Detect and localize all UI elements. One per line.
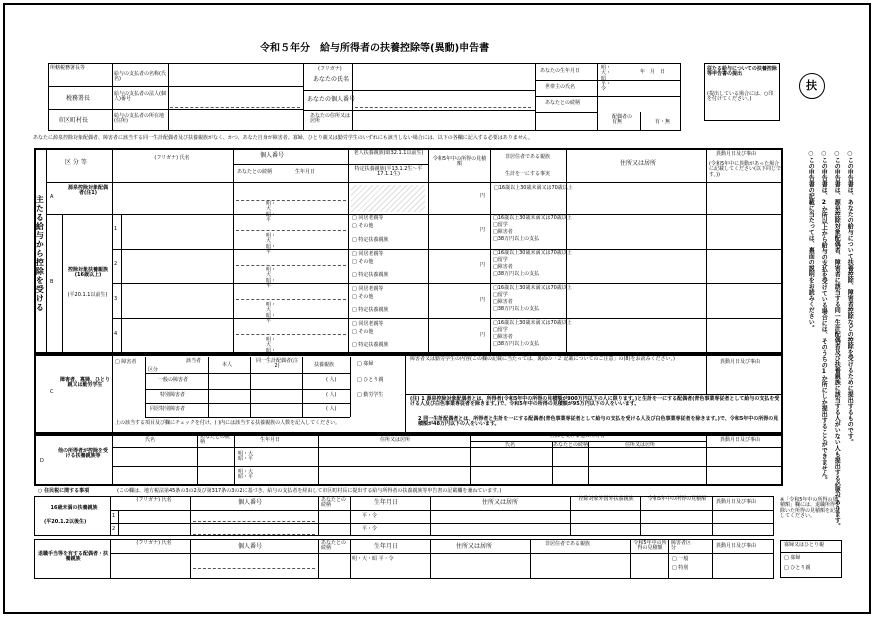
c-people-2[interactable]: ( 人) [326,392,337,398]
b2-era: 明・大 昭・平 [266,267,277,289]
birth-ymd: 年 月 日 [640,69,666,75]
b1-nonres3[interactable]: □障害者 [493,229,513,235]
b3-cohabit[interactable]: □ 同居老親等 [352,286,384,292]
furigana-label: (フリガナ) [318,66,342,72]
payer-name-field[interactable] [170,72,300,84]
b4-era: 明・大 昭・平 [266,337,277,359]
b1-special[interactable]: □ 特定扶養親族 [352,237,389,243]
side-box-note: (提出している場合には、○印を付けてください。) [707,91,774,103]
b2-number-field[interactable] [236,253,346,266]
d-label: 他の所得者が控除を受ける扶養親族等 [57,448,108,460]
retire-col-birth: 生年月日 [374,543,399,550]
resident-heading-note: (この欄は、地方税法第45条の3の2及び第317条の3の2に基づき、給与の支払者を経由して市区町村長に提出する給与所得者の扶養親族等申告書の記載欄を兼ねています。) [117,488,502,494]
head-name-label: 世帯主の氏名 [545,84,576,90]
a-elder-disabled [351,185,425,212]
b3-special[interactable]: □ 特定扶養親族 [352,307,389,313]
young-col-number: 個人番号 [238,499,263,506]
right-note-2: ○この申告書は、源泉控除対象配偶者、障害者に該当する同一生計配偶者及び扶養親族に該当する人がいない人も提出する必要があります。 [833,150,841,529]
d-era-2: 明・大 昭・平 [238,469,254,481]
b4-nonres1[interactable]: □16歳以上30歳未満又は70歳以上 [493,320,572,326]
young-col-abroad: 控除対象外国外扶養親族 [578,496,634,502]
c-general: 一般の障害者 [158,377,189,383]
b2-other[interactable]: □ その他 [352,259,374,265]
b-row-1-no: 1 [114,226,118,232]
c-widow[interactable]: □ 寡婦 [357,361,374,367]
b4-nonres2[interactable]: □留学 [493,327,508,333]
payer-address-field[interactable] [170,112,300,128]
b4-other[interactable]: □ その他 [352,329,374,335]
young-col-name: (フリガナ) 氏名 [136,497,172,503]
b4-special[interactable]: □ 特定扶養親族 [352,342,389,348]
payer-address-label: 給与の支払者の所在地(住所) [114,113,165,125]
col-special: 特定扶養親族(平13.1.2生～平17.1.1生) [354,166,423,178]
retire-opt-special[interactable]: □ 特別 [672,565,689,571]
young-col-relation: あなたとの続柄 [321,497,347,509]
payer-corp-no-label: 給与の支払者の法人(個人)番号 [114,91,166,103]
a-nonres[interactable]: □16歳以上30歳未満又は70歳以上 [494,185,573,191]
your-number-field[interactable] [355,93,531,108]
b-label: 控除対象扶養親族(16歳以上) [67,267,108,279]
col-elder: 老人扶養親族(昭32.1.1以前生) [353,150,424,156]
col-relation: あなたとの続柄 [237,169,273,175]
retire-label: 退職手当等を有する配偶者・扶養親族 [38,551,109,563]
young-era-2: 平・令 [362,526,378,532]
young-col-change: 異動月日及び事由 [716,499,757,505]
b1-cohabit[interactable]: □ 同居老親等 [352,215,384,221]
widow-head: 寡婦又はひとり親 [784,542,825,548]
note-1: (注) 1 源泉控除対象配偶者とは、所得者(令和5年中の所得の見積額が900万円以下の人に限ります。)と生計を一にする配偶者(青色事業専従者として給与の支払を受ける人及び白色事業専従者を除きます。)で、令和5年中の所得の見積額が95万円以下の人をいいます。 [410,396,780,408]
c-student[interactable]: □ 勤労学生 [357,392,384,398]
d-other: 控除を受ける他の所得者 [550,433,606,439]
c-label: 障害者、寡婦、ひとり親又は勤労学生 [60,377,111,389]
right-note-4: ○この申告書の記載に当たっては、裏面の説明をお読みください。 [807,150,815,331]
right-note-3: ○この申告書は、2か所以上から給与の支払を受けている場合には、そのうちの1か所にしか提出することができません。 [820,150,828,483]
retire-opt-general[interactable]: □ 一般 [672,556,689,562]
note-2: 2 同一生計配偶者とは、所得者と生計を一にする配偶者(青色事業専従者として給与の支払を受ける人及び白色事業専従者を除きます。)で、令和5年中の所得の見積額が48万円以下の人をいいます。 [418,416,779,428]
d-birth: 生年月日 [260,437,281,443]
col-kubun: 区 分 等 [65,159,87,166]
retire-col-relation: あなたとの続柄 [321,540,347,552]
notice-text: あなたに源泉控除対象配偶者、障害者に該当する同一生計配偶者及び扶養親族がなく、かつ、あなた自身が障害者、寡婦、ひとり親又は勤労学生のいずれにも該当しない場合には、以下の各欄に記入する必要はありません。 [33,135,534,141]
b3-nonres1[interactable]: □16歳以上30歳未満又は70歳以上 [493,285,572,291]
b-row-4-no: 4 [114,331,118,337]
retire-col-nonres: 非居住者である親族 [545,541,591,547]
c-spouse: 同一生計配偶者(注2) [256,358,298,370]
b2-nonres1[interactable]: □16歳以上30歳未満又は70歳以上 [493,250,572,256]
your-address-field[interactable] [355,113,531,129]
office-no-label: 所轄税務署長等 [50,65,86,71]
c-detail: 障害者又は勤労学生の内容(この欄の記載に当たっては、裏面の「２ 記載についてのご注意」の(8)をお読みください。) [410,356,675,362]
your-number-label: あなたの個人番号 [307,96,356,103]
young-2-number-field[interactable] [193,526,315,535]
b1-yen: 円 [480,227,486,233]
col-birth: 生年月日 [295,169,316,175]
c-target: 該当者 [186,358,202,364]
b3-yen: 円 [480,297,486,303]
b4-yen: 円 [480,332,486,338]
c-people-3[interactable]: ( 人) [326,406,337,412]
c-kubun: 区分 [148,367,159,373]
a-address-field[interactable] [570,186,702,212]
right-note-1: ○この申告書は、あなたの給与について扶養控除、障害者控除などの控除を受けるために提出するものです。 [846,150,854,445]
b-row-3-no: 3 [114,296,118,302]
b3-nonres2[interactable]: □留学 [493,292,508,298]
young-col-income: 令和5年中の所得の見積額 [647,496,707,502]
b1-other[interactable]: □ その他 [352,223,374,229]
retire-col-change: 異動月日及び事由 [716,543,757,549]
col-change-note: (令和5年中に異動があった場合に記載してください(以下同じです。)) [709,161,781,178]
spouse-options[interactable]: 有・無 [655,119,671,125]
retire-col-name: (フリガナ) 氏名 [136,540,172,546]
a-label: 源泉控除対象配偶者(注1) [67,185,108,197]
c-self: 本人 [222,362,233,368]
main-side-label: 主たる給与から控除を受ける [35,195,45,312]
b3-other[interactable]: □ その他 [352,294,374,300]
col-name: (フリガナ) 氏名 [154,155,190,161]
c-note: 上の該当する項目及び欄にチェックを付け、( )内には該当する扶養親族の人数を記入してください。 [115,420,341,426]
spouse-label: 配偶者の有無 [612,114,633,126]
payer-name-label: 給与の支払者の名称(氏名) [114,71,166,83]
col-nonres2: 生計を一にする事実 [505,171,551,177]
c-change: 異動月日及び事由 [720,359,761,365]
b3-era: 明・大 昭・平 [266,302,277,324]
col-nonres: 非居住者である親族 [505,154,551,160]
young-label: 16歳未満の扶養親族 [50,505,98,511]
young-col-birth: 生年月日 [374,499,399,506]
b2-nonres3[interactable]: □障害者 [493,264,513,270]
b3-nonres4[interactable]: □38万円以上の支払 [493,306,540,312]
city-label: 市区町村長 [58,117,89,124]
b2-yen: 円 [480,262,486,268]
young-row-1-no: 1 [112,513,116,519]
b-mark: B [50,279,54,285]
d-other-addr: 住所又は居所 [625,442,656,448]
c-disabled[interactable]: □ 障害者 [115,359,137,365]
col-change: 異動月日及び事由 [716,151,757,157]
your-name-field[interactable] [355,66,531,88]
b2-nonres2[interactable]: □留学 [493,257,508,263]
widow-opt-2[interactable]: □ ひとり親 [784,565,811,571]
retire-era: 明・大・昭 平・令 [352,556,394,562]
young-sub: (平20.1.2以後生) [44,519,87,525]
retire-col-address: 住所又は居所 [456,543,493,550]
main-section [34,148,783,354]
a-number-field[interactable] [236,188,346,201]
d-name: 氏名 [145,437,156,443]
young-col-address: 住所又は居所 [482,499,519,506]
d-mark: D [40,458,44,464]
b4-nonres3[interactable]: □障害者 [493,334,513,340]
c-single[interactable]: □ ひとり親 [357,377,384,383]
b1-nonres2[interactable]: □留学 [493,222,508,228]
relation-label: あなたとの続柄 [545,100,581,106]
a-era: 明・大 昭・平 [266,201,277,223]
stamp-text: 扶 [806,79,817,92]
young-row-2-no: 2 [112,526,116,532]
b2-nonres4[interactable]: □38万円以上の支払 [493,271,540,277]
b4-cohabit[interactable]: □ 同居老親等 [352,321,384,327]
col-income: 令和5年中の所得の見積額 [432,156,487,168]
d-other-name: 氏名 [505,442,516,448]
tax-office-label: 税務署長 [66,95,91,102]
b-sub: (平20.1.1以前生) [67,292,108,298]
col-address: 住所又は居所 [620,160,657,167]
form-title: 令和５年分 給与所得者の扶養控除等(異動)申告書 [260,43,490,54]
b2-special[interactable]: □ 特定扶養親族 [352,272,389,278]
retire-number-field[interactable] [193,558,315,569]
a-yen: 円 [480,193,486,199]
c-dependent: 扶養親族 [314,362,335,368]
c-people-1[interactable]: ( 人) [326,377,337,383]
birth-label: あなたの生年月日 [540,68,581,74]
retire-col-number: 個人番号 [238,543,263,550]
col-number: 個人番号 [260,152,285,159]
b1-nonres4[interactable]: □38万円以上の支払 [493,236,540,242]
d-other-rel: あなたとの続柄 [553,442,589,448]
birth-era: 明・大・昭 平・令 [601,65,612,92]
b3-nonres3[interactable]: □障害者 [493,299,513,305]
side-box-title: 従たる給与についての扶養控除等申告書の提出 [707,66,777,78]
payer-corp-no-field[interactable] [170,96,300,108]
retire-col-disabled: 障害者区分 [671,540,692,552]
your-address-label: あなたの住所又は居所 [310,113,351,125]
c-cohabit: 同居特別障害者 [150,406,186,412]
d-change: 異動月日及び事由 [720,437,761,443]
c-special: 特別障害者 [160,392,186,398]
d-era-1: 明・大 昭・平 [238,451,254,463]
b2-cohabit[interactable]: □ 同居老親等 [352,251,384,257]
d-relation: あなたとの続柄 [200,434,231,446]
a-name-field[interactable] [114,185,231,212]
young-era-1: 平・令 [362,513,378,519]
b4-number-field[interactable] [236,322,346,335]
b-row-2-no: 2 [114,261,118,267]
c-mark: C [50,389,54,395]
b1-number-field[interactable] [236,218,346,231]
resident-side-note: ※「令和5年中の所得の見積額」欄には、退職所得を除いた所得の見積額を記載してください。 [780,497,841,519]
retire-col-income: 令和5年中の所得の見積額 [633,540,667,552]
b4-nonres4[interactable]: □38万円以上の支払 [493,341,540,347]
b1-era: 明・大 昭・平 [266,233,277,255]
b3-number-field[interactable] [236,287,346,300]
d-address: 住所又は居所 [380,437,411,443]
b1-nonres1[interactable]: □16歳以上30歳未満又は70歳以上 [493,215,572,221]
widow-opt-1[interactable]: □ 寡婦 [784,555,801,561]
a-mark: A [50,194,54,200]
your-name-label: あなたの氏名 [313,76,350,83]
young-1-number-field[interactable] [193,513,315,522]
resident-heading: ○ 住民税に関する事項 [38,488,90,494]
